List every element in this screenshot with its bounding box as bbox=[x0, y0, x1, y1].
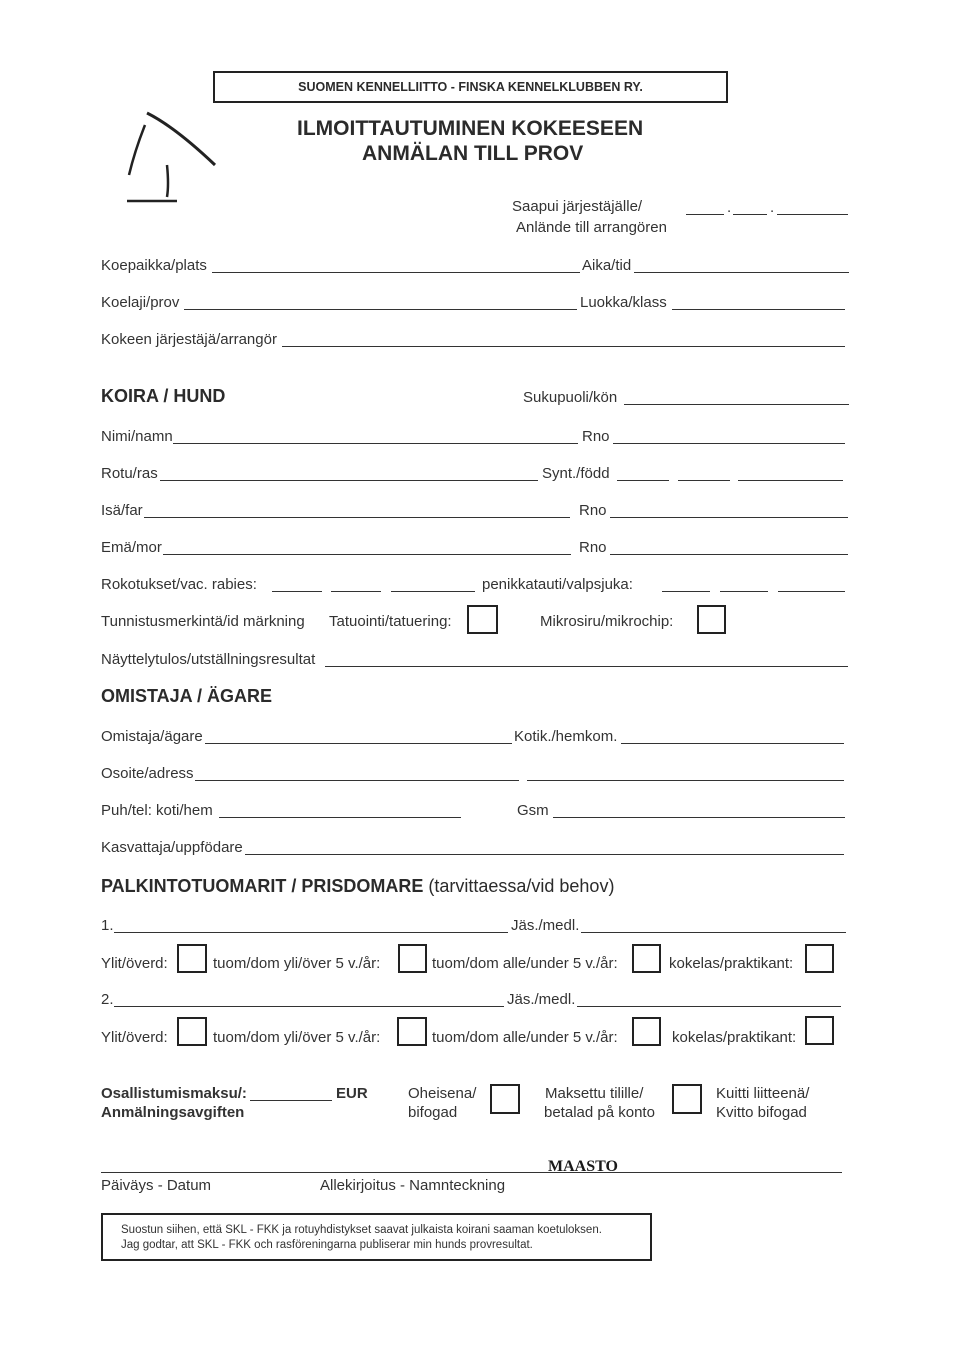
sire-reg-field[interactable] bbox=[610, 517, 848, 518]
judge-1-member-label: Jäs./medl. bbox=[511, 917, 580, 934]
dam-reg-field[interactable] bbox=[610, 554, 848, 555]
trial-label: Koelaji/prov bbox=[101, 294, 180, 311]
title-sv: ANMÄLAN TILL PROV bbox=[362, 142, 584, 165]
dog-heading: KOIRA / HUND bbox=[101, 386, 226, 406]
dog-reg-field[interactable] bbox=[613, 443, 845, 444]
class-label: Luokka/klass bbox=[580, 294, 667, 311]
class-field[interactable] bbox=[672, 309, 845, 310]
title-fi: ILMOITTAUTUMINEN KOKEESEEN bbox=[297, 117, 644, 140]
trial-field[interactable] bbox=[184, 309, 577, 310]
rabies-label: Rokotukset/vac. rabies: bbox=[101, 576, 257, 593]
judge-1-trainee-checkbox[interactable] bbox=[805, 944, 834, 973]
show-result-label: Näyttelytulos/utställningsresultat bbox=[101, 651, 316, 668]
fee-label-fi: Osallistumismaksu/: bbox=[101, 1085, 247, 1102]
judge-1-senior-checkbox[interactable] bbox=[177, 944, 207, 973]
arrival-sep-2: . bbox=[770, 199, 775, 216]
organizer-field[interactable] bbox=[282, 346, 845, 347]
arrival-year-field[interactable] bbox=[777, 214, 848, 215]
enclosed-checkbox[interactable] bbox=[490, 1084, 520, 1114]
judge-2-over5-checkbox[interactable] bbox=[397, 1017, 427, 1046]
owner-heading: OMISTAJA / ÄGARE bbox=[101, 686, 273, 706]
phone-label: Puh/tel: koti/hem bbox=[101, 802, 213, 819]
date-label: Päiväys - Datum bbox=[101, 1177, 212, 1194]
judge-2-name-field[interactable] bbox=[114, 1006, 504, 1007]
dog-name-label: Nimi/namn bbox=[101, 428, 173, 445]
consent-line-2: Jag godtar, att SKL - FKK och rasföreningarna publiserar min hunds provresultat. bbox=[121, 1239, 533, 1251]
sire-field[interactable] bbox=[144, 517, 570, 518]
id-marking-label: Tunnistusmerkintä/id märkning bbox=[101, 613, 305, 630]
microchip-checkbox[interactable] bbox=[697, 605, 726, 634]
receipt-label-fi: Kuitti liitteenä/ bbox=[716, 1085, 810, 1102]
arrival-month-field[interactable] bbox=[733, 214, 767, 215]
born-year-field[interactable] bbox=[738, 480, 843, 481]
signature-stamp: MAASTO bbox=[548, 1158, 618, 1175]
judge-2-member-label: Jäs./medl. bbox=[507, 991, 576, 1008]
breed-field[interactable] bbox=[160, 480, 538, 481]
judge-2-member-field[interactable] bbox=[577, 1006, 841, 1007]
signature-label: Allekirjoitus - Namnteckning bbox=[320, 1177, 506, 1194]
receipt-label-sv: Kvitto bifogad bbox=[716, 1104, 807, 1121]
judges-heading-row bbox=[101, 876, 614, 896]
born-month-field[interactable] bbox=[678, 480, 730, 481]
judge-1-number: 1. bbox=[101, 917, 114, 934]
distemper-day-field[interactable] bbox=[662, 591, 710, 592]
dam-reg-label: Rno bbox=[579, 539, 607, 556]
judge-2-over5-label: tuom/dom yli/över 5 v./år: bbox=[213, 1029, 381, 1046]
show-result-field[interactable] bbox=[325, 666, 848, 667]
enclosed-label-sv: bifogad bbox=[408, 1104, 458, 1121]
judge-2-under5-checkbox[interactable] bbox=[632, 1017, 661, 1046]
dam-label: Emä/mor bbox=[101, 539, 162, 556]
judge-2-senior-label: Ylit/överd: bbox=[101, 1029, 168, 1046]
paid-label-fi: Maksettu tilille/ bbox=[545, 1085, 644, 1102]
fee-label-sv: Anmälningsavgiften bbox=[101, 1104, 245, 1121]
home-town-field[interactable] bbox=[621, 743, 844, 744]
place-field[interactable] bbox=[212, 272, 580, 273]
arrival-day-field[interactable] bbox=[686, 214, 724, 215]
judge-2-trainee-label: kokelas/praktikant: bbox=[672, 1029, 797, 1046]
organizer-label: Kokeen järjestäjä/arrangör bbox=[101, 331, 277, 348]
owner-field[interactable] bbox=[205, 743, 512, 744]
judge-1-over5-label: tuom/dom yli/över 5 v./år: bbox=[213, 955, 381, 972]
sex-label: Sukupuoli/kön bbox=[523, 389, 618, 406]
born-day-field[interactable] bbox=[617, 480, 669, 481]
judge-1-name-field[interactable] bbox=[114, 932, 508, 933]
sire-reg-label: Rno bbox=[579, 502, 607, 519]
paid-label-sv: betalad på konto bbox=[544, 1104, 655, 1121]
breed-label: Rotu/ras bbox=[101, 465, 158, 482]
judge-1-trainee-label: kokelas/praktikant: bbox=[669, 955, 794, 972]
consent-line-1: Suostun siihen, että SKL - FKK ja rotuyhdistykset saavat julkaista koirani saaman koetuloksen. bbox=[121, 1224, 602, 1236]
judge-2-trainee-checkbox[interactable] bbox=[805, 1016, 834, 1045]
distemper-month-field[interactable] bbox=[720, 591, 768, 592]
consent-box bbox=[101, 1213, 652, 1261]
judges-heading-note: (tarvittaessa/vid behov) bbox=[428, 876, 615, 896]
owner-label: Omistaja/ägare bbox=[101, 728, 203, 745]
time-label: Aika/tid bbox=[582, 257, 632, 274]
arrival-label-fi: Saapui järjestäjälle/ bbox=[512, 198, 643, 215]
enclosed-label-fi: Oheisena/ bbox=[408, 1085, 477, 1102]
home-town-label: Kotik./hemkom. bbox=[514, 728, 618, 745]
fee-currency: EUR bbox=[336, 1085, 368, 1102]
distemper-label: penikkatauti/valpsjuka: bbox=[482, 576, 633, 593]
rabies-month-field[interactable] bbox=[331, 591, 381, 592]
rabies-day-field[interactable] bbox=[272, 591, 322, 592]
paid-checkbox[interactable] bbox=[672, 1084, 702, 1114]
arrival-sep-1: . bbox=[727, 199, 732, 216]
judge-2-under5-label: tuom/dom alle/under 5 v./år: bbox=[432, 1029, 618, 1046]
kennel-club-logo-icon bbox=[115, 105, 225, 210]
judges-heading: PALKINTOTUOMARIT / PRISDOMARE bbox=[101, 876, 424, 896]
born-label: Synt./född bbox=[542, 465, 610, 482]
tattoo-label: Tatuointi/tatuering: bbox=[329, 613, 452, 630]
microchip-label: Mikrosiru/mikrochip: bbox=[540, 613, 674, 630]
org-name: SUOMEN KENNELLIITTO - FINSKA KENNELKLUBBEN RY. bbox=[298, 80, 643, 94]
signature-field[interactable] bbox=[101, 1172, 842, 1173]
address-label: Osoite/adress bbox=[101, 765, 194, 782]
dog-name-field[interactable] bbox=[173, 443, 578, 444]
address-field[interactable] bbox=[195, 780, 519, 781]
dog-reg-label: Rno bbox=[582, 428, 610, 445]
time-field[interactable] bbox=[634, 272, 849, 273]
judge-1-member-field[interactable] bbox=[581, 932, 846, 933]
gsm-field[interactable] bbox=[553, 817, 845, 818]
breeder-field[interactable] bbox=[245, 854, 844, 855]
judge-1-under5-label: tuom/dom alle/under 5 v./år: bbox=[432, 955, 618, 972]
fee-amount-field[interactable] bbox=[250, 1100, 332, 1101]
judge-1-under5-checkbox[interactable] bbox=[632, 944, 661, 973]
dam-field[interactable] bbox=[163, 554, 571, 555]
sex-field[interactable] bbox=[624, 404, 849, 405]
org-header-box bbox=[213, 71, 728, 103]
judge-1-over5-checkbox[interactable] bbox=[398, 944, 427, 973]
arrival-label-sv: Anlände till arrangören bbox=[516, 219, 667, 236]
judge-2-number: 2. bbox=[101, 991, 114, 1008]
sire-label: Isä/far bbox=[101, 502, 143, 519]
judge-2-senior-checkbox[interactable] bbox=[177, 1017, 207, 1046]
gsm-label: Gsm bbox=[517, 802, 549, 819]
distemper-year-field[interactable] bbox=[778, 591, 845, 592]
judge-1-senior-label: Ylit/överd: bbox=[101, 955, 168, 972]
breeder-label: Kasvattaja/uppfödare bbox=[101, 839, 243, 856]
tattoo-checkbox[interactable] bbox=[467, 605, 498, 634]
place-label: Koepaikka/plats bbox=[101, 257, 207, 274]
address-field-2[interactable] bbox=[527, 780, 844, 781]
rabies-year-field[interactable] bbox=[391, 591, 475, 592]
phone-field[interactable] bbox=[219, 817, 461, 818]
